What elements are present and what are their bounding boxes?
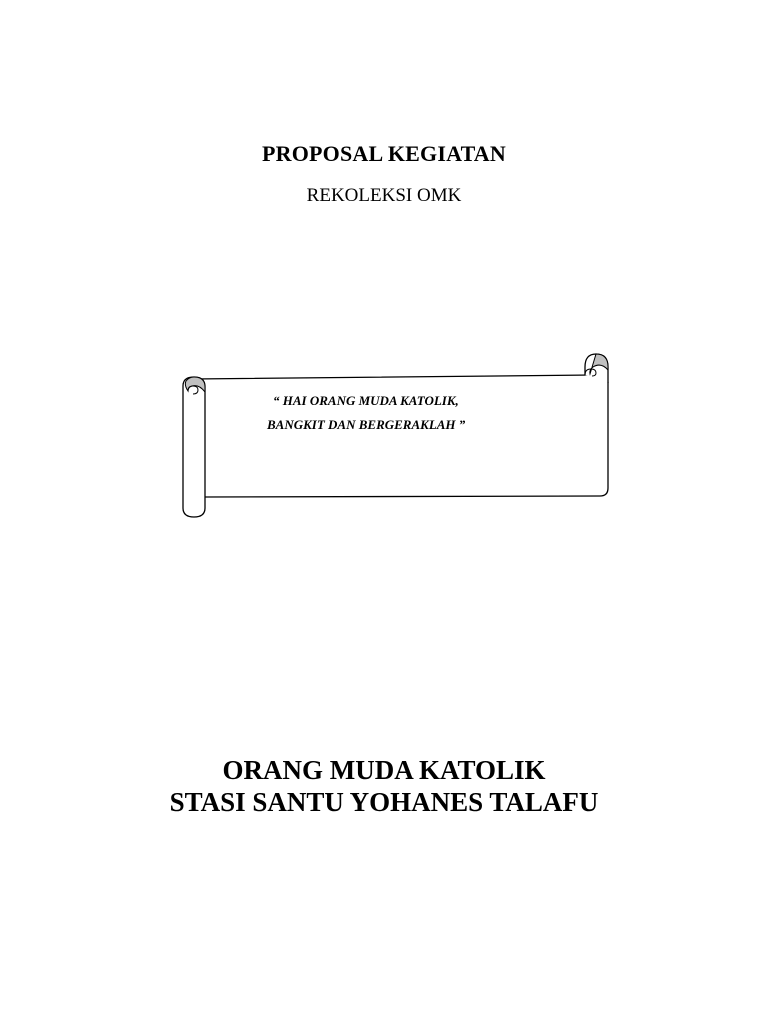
organization-name: ORANG MUDA KATOLIK: [222, 755, 546, 785]
organization-location: STASI SANTU YOHANES TALAFU: [169, 787, 599, 817]
proposal-title: PROPOSAL KEGIATAN: [261, 141, 506, 166]
banner-quote-line-1: “ HAI ORANG MUDA KATOLIK,: [273, 393, 459, 408]
scroll-banner-icon: [175, 350, 615, 522]
proposal-subtitle: REKOLEKSI OMK: [306, 185, 462, 206]
banner-quote-line-2: BANGKIT DAN BERGERAKLAH ”: [267, 417, 466, 432]
scroll-banner: [175, 350, 615, 522]
